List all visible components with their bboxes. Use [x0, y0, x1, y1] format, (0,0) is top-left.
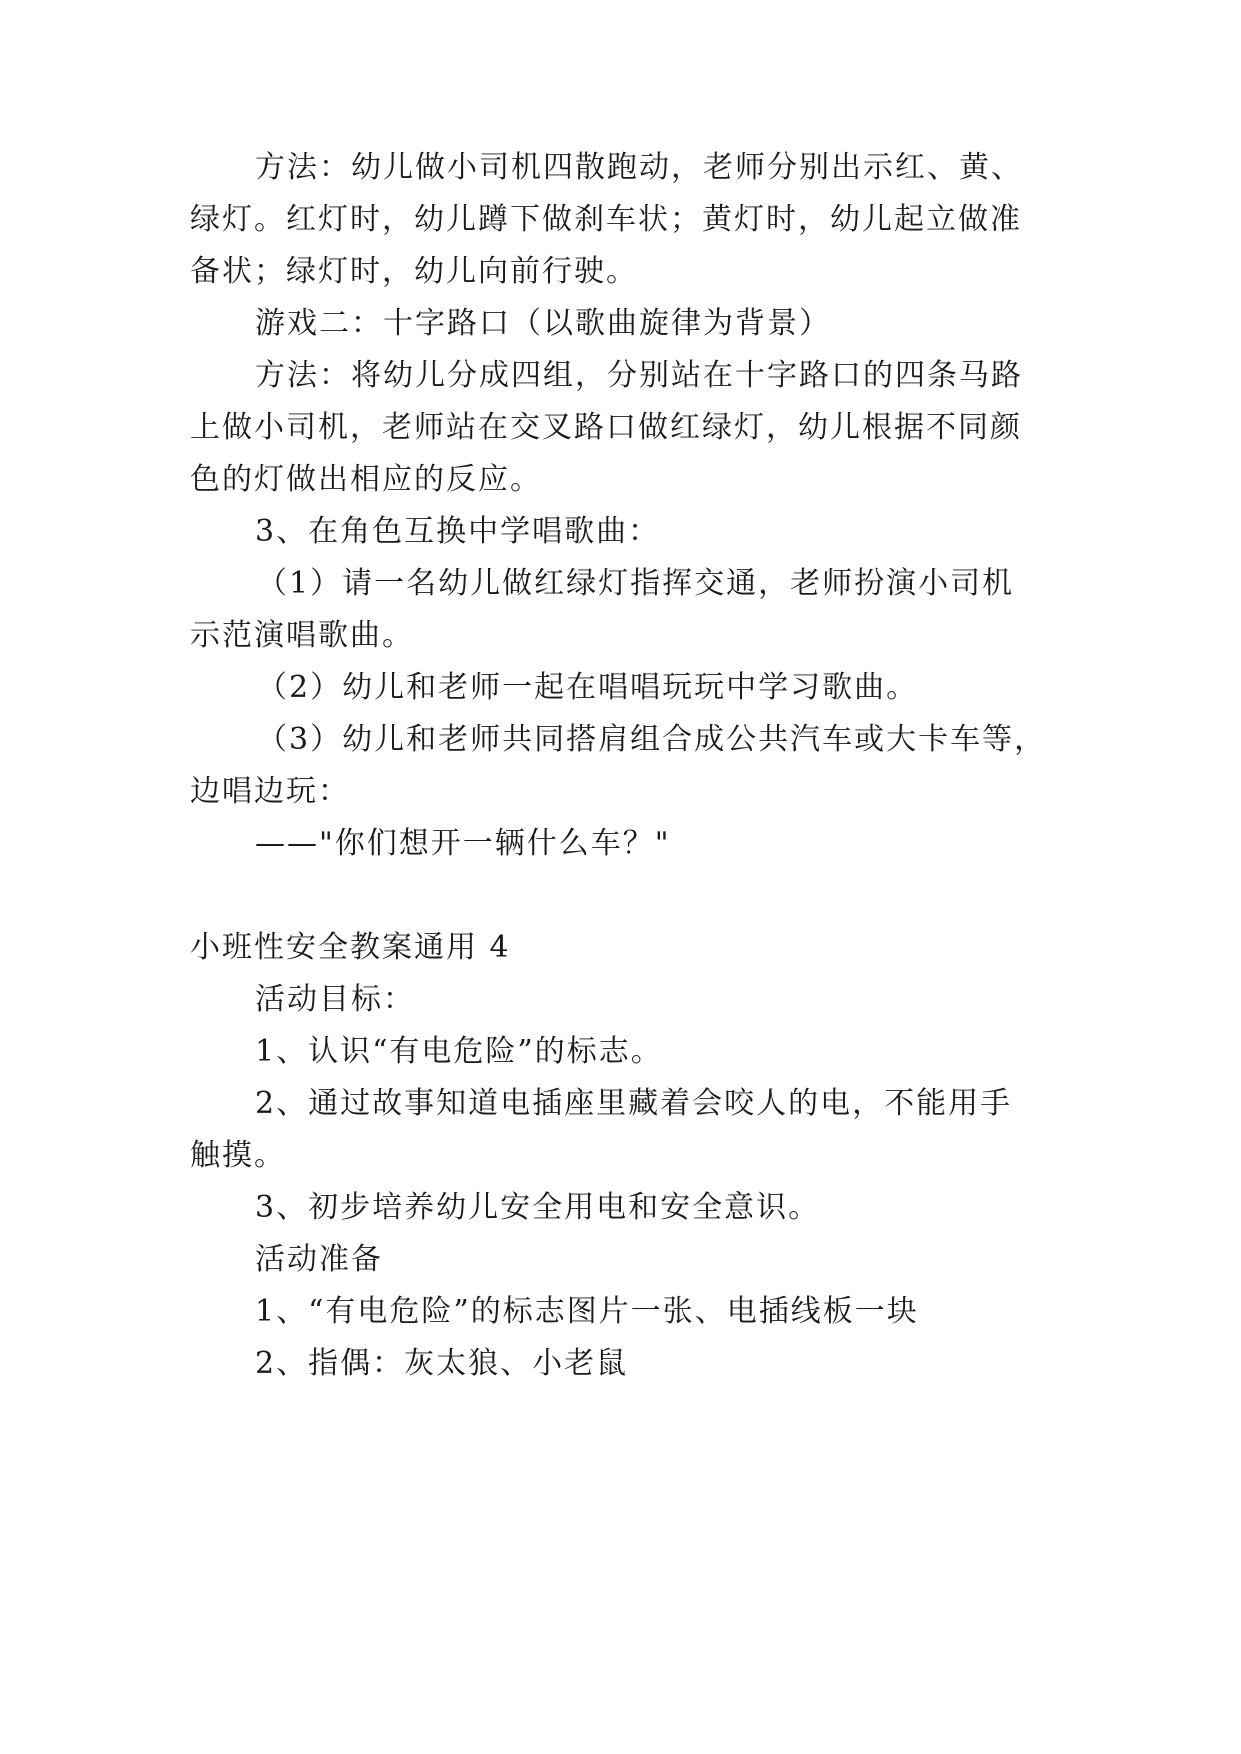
step-3-item-3-line-2: 边唱边玩： — [190, 774, 350, 809]
paragraph-method-2-line-2: 上做小司机，老师站在交叉路口做红绿灯，幼儿根据不同颜 — [190, 410, 1022, 445]
dialogue-line: ——"你们想开一辆什么车？" — [255, 826, 671, 861]
activity-goals-heading: 活动目标： — [255, 982, 415, 1017]
step-3-item-1-line-2: 示范演唱歌曲。 — [190, 618, 414, 653]
paragraph-method-2-line-3: 色的灯做出相应的反应。 — [190, 462, 542, 497]
activity-prep-heading: 活动准备 — [255, 1242, 383, 1277]
goal-3: 3、初步培养幼儿安全用电和安全意识。 — [255, 1190, 821, 1225]
prep-item-2: 2、指偶：灰太狼、小老鼠 — [255, 1346, 629, 1381]
game-two-heading: 游戏二：十字路口（以歌曲旋律为背景） — [255, 306, 831, 341]
step-3-heading: 3、在角色互换中学唱歌曲： — [255, 514, 661, 549]
step-3-item-2: （2）幼儿和老师一起在唱唱玩玩中学习歌曲。 — [257, 670, 919, 705]
goal-1: 1、认识“有电危险”的标志。 — [255, 1034, 663, 1069]
section-title: 小班性安全教案通用 4 — [190, 930, 511, 965]
paragraph-method-2-line-1: 方法：将幼儿分成四组，分别站在十字路口的四条马路 — [255, 358, 1023, 393]
paragraph-method-1-line-1: 方法：幼儿做小司机四散跑动，老师分别出示红、黄、 — [255, 150, 1023, 185]
paragraph-method-1-line-2: 绿灯。红灯时，幼儿蹲下做刹车状；黄灯时，幼儿起立做准 — [190, 202, 1022, 237]
step-3-item-1-line-1: （1）请一名幼儿做红绿灯指挥交通，老师扮演小司机 — [257, 566, 1015, 601]
goal-2-line-1: 2、通过故事知道电插座里藏着会咬人的电，不能用手 — [255, 1086, 1013, 1121]
paragraph-method-1-line-3: 备状；绿灯时，幼儿向前行驶。 — [190, 254, 638, 289]
step-3-item-3-line-1: （3）幼儿和老师共同搭肩组合成公共汽车或大卡车等， — [257, 722, 1047, 757]
prep-item-1: 1、“有电危险”的标志图片一张、电插线板一块 — [255, 1294, 919, 1329]
goal-2-line-2: 触摸。 — [190, 1138, 286, 1173]
